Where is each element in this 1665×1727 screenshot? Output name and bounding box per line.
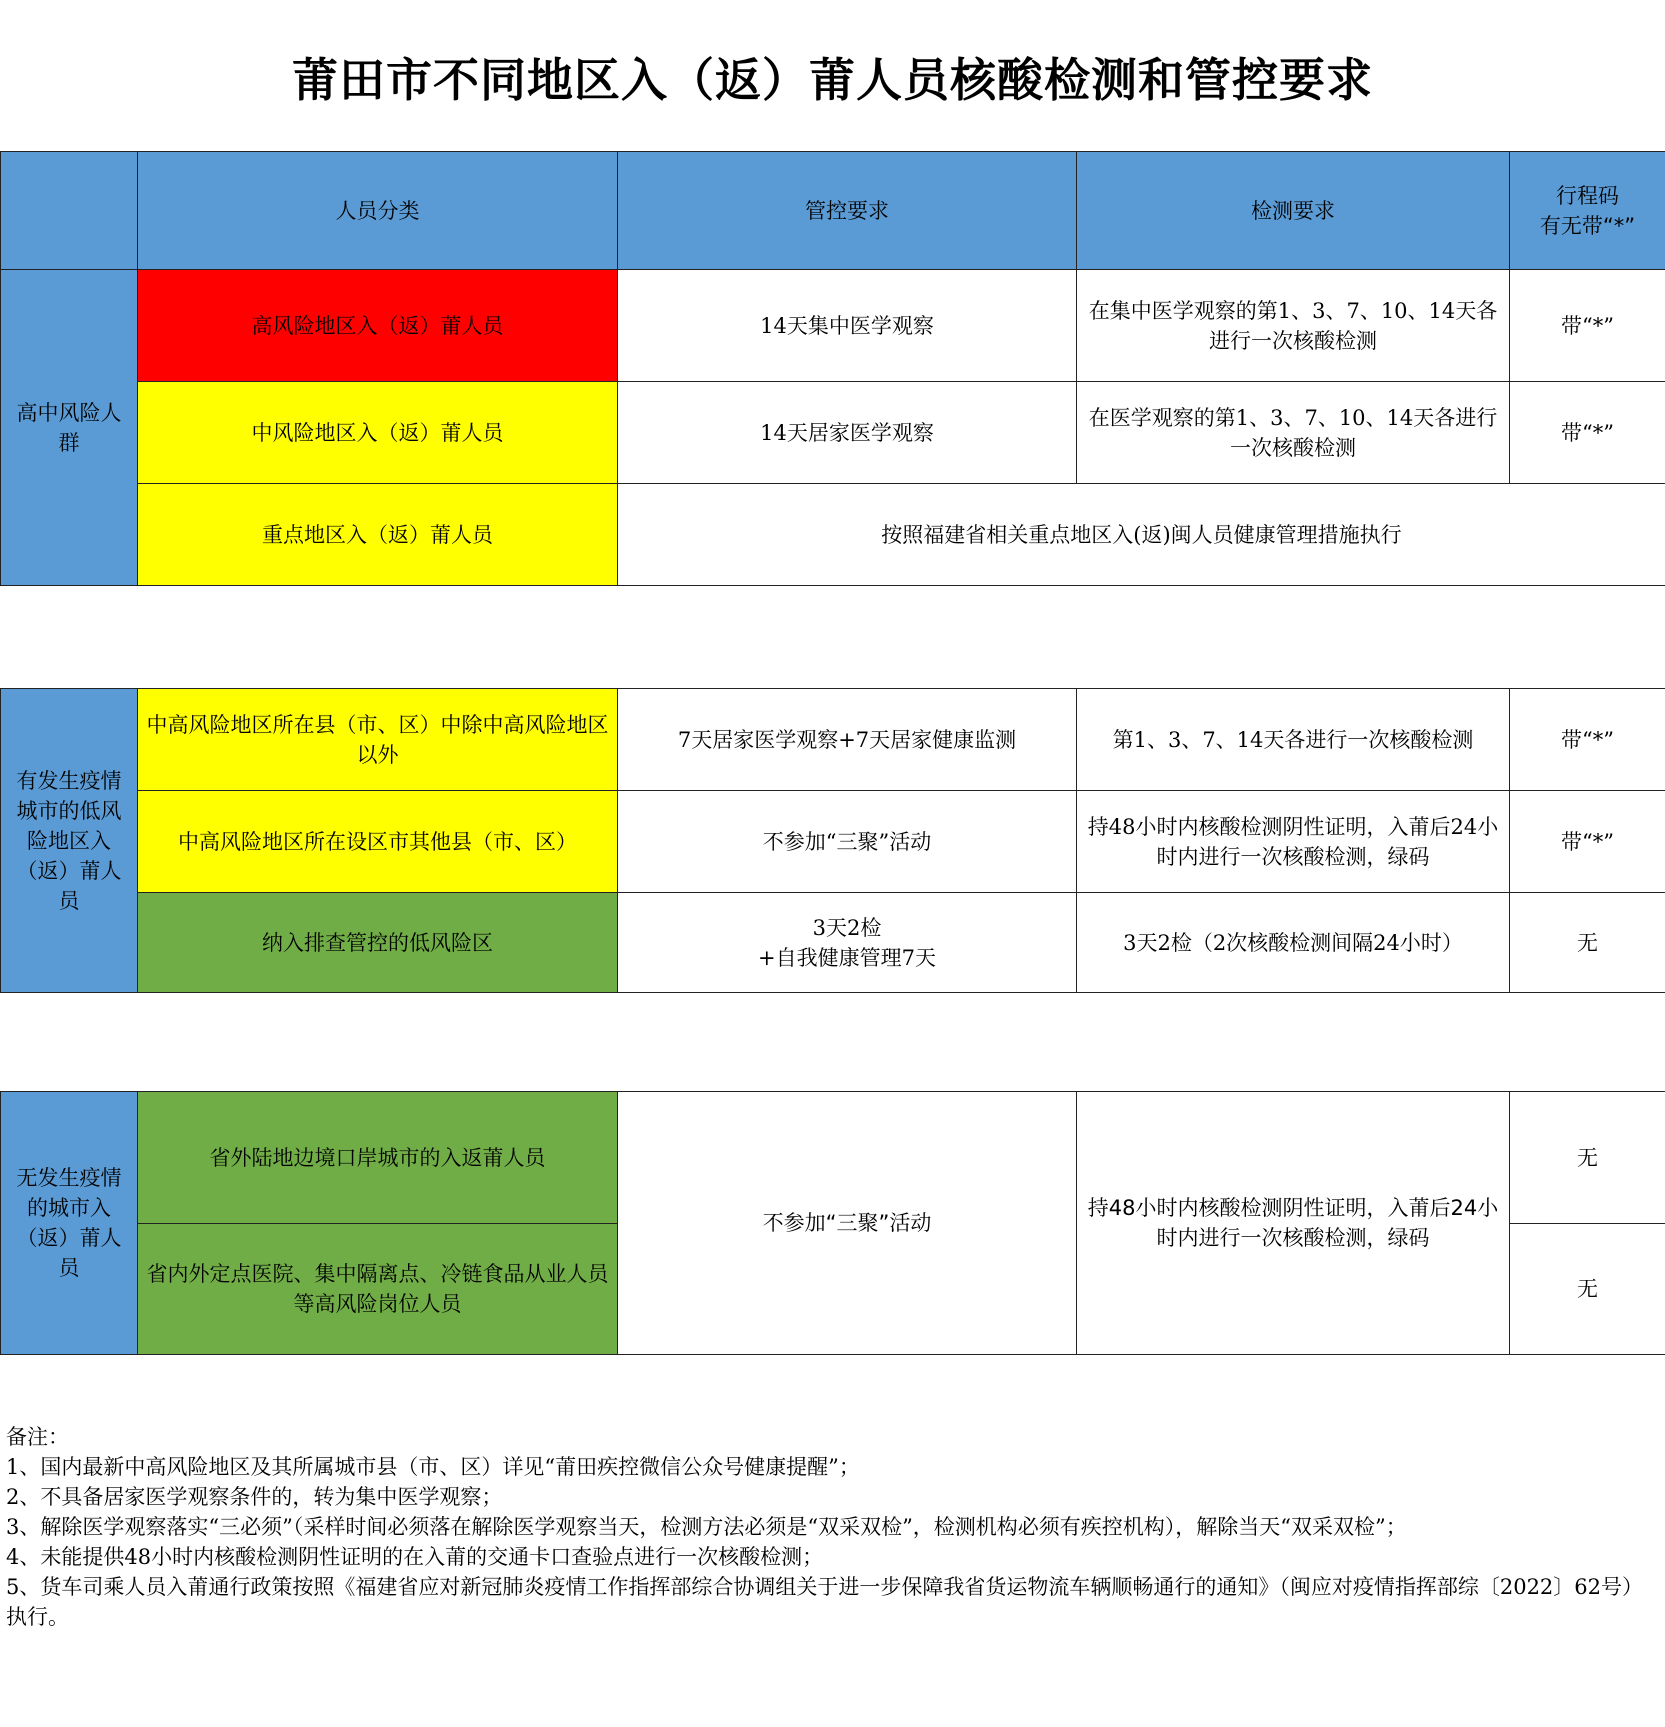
table-no-outbreak-cities <box>0 1091 1665 1355</box>
header-code <box>1510 152 1665 270</box>
header-row <box>1 152 1665 270</box>
testing-cell: 3天2检（2次核酸检测间隔24小时） <box>1077 893 1510 993</box>
control-line1: 3天2检 <box>812 915 882 940</box>
category-cell: 中高风险地区所在设区市其他县（市、区） <box>138 791 618 893</box>
control-cell: 14天集中医学观察 <box>618 270 1077 382</box>
control-cell: 14天居家医学观察 <box>618 382 1077 484</box>
table-row <box>1 1092 1665 1224</box>
note-item: 1、国内最新中高风险地区及其所属城市县（市、区）详见“莆田疾控微信公众号健康提醒”； <box>6 1455 860 1479</box>
table-low-risk-outbreak-cities <box>0 688 1665 993</box>
code-cell: 无 <box>1510 893 1665 993</box>
code-cell: 无 <box>1510 1092 1665 1224</box>
header-code-line1: 行程码 <box>1556 183 1619 208</box>
code-cell: 无 <box>1510 1224 1665 1355</box>
code-cell: 带“*” <box>1510 270 1665 382</box>
note-item: 5、货车司乘人员入莆通行政策按照《福建省应对新冠肺炎疫情工作指挥部综合协调组关于进一步保障我省货运物流车辆顺畅通行的通知》（闽应对疫情指挥部综〔2022〕62号）执行。 <box>6 1575 1644 1629</box>
category-cell: 省内外定点医院、集中隔离点、冷链食品从业人员等高风险岗位人员 <box>138 1224 618 1355</box>
category-cell: 中高风险地区所在县（市、区）中除中高风险地区以外 <box>138 689 618 791</box>
control-cell: 7天居家医学观察+7天居家健康监测 <box>618 689 1077 791</box>
control-cell <box>618 893 1077 993</box>
group-label: 有发生疫情城市的低风险地区入（返）莆人员 <box>1 689 138 993</box>
header-code-line2: 有无带“*” <box>1539 213 1636 238</box>
table-row <box>1 484 1665 586</box>
header-empty-cell <box>1 152 138 270</box>
header-testing: 检测要求 <box>1077 152 1510 270</box>
control-cell: 不参加“三聚”活动 <box>618 791 1077 893</box>
table-high-medium-risk <box>0 151 1665 586</box>
category-cell: 高风险地区入（返）莆人员 <box>138 270 618 382</box>
control-cell: 不参加“三聚”活动 <box>618 1092 1077 1355</box>
table-row <box>1 382 1665 484</box>
testing-cell: 持48小时内核酸检测阴性证明，入莆后24小时内进行一次核酸检测，绿码 <box>1077 791 1510 893</box>
code-cell: 带“*” <box>1510 791 1665 893</box>
group-label: 无发生疫情的城市入（返）莆人员 <box>1 1092 138 1355</box>
table-row <box>1 689 1665 791</box>
merged-requirement-cell: 按照福建省相关重点地区入(返)闽人员健康管理措施执行 <box>618 484 1665 586</box>
notes-heading: 备注： <box>6 1425 69 1449</box>
note-item: 4、未能提供48小时内核酸检测阴性证明的在入莆的交通卡口查验点进行一次核酸检测； <box>6 1545 824 1569</box>
note-item: 3、解除医学观察落实“三必须”（采样时间必须落在解除医学观察当天，检测方法必须是“双采双检”，检测机构必须有疾控机构），解除当天“双采双检”； <box>6 1515 1407 1539</box>
testing-cell: 在医学观察的第1、3、7、10、14天各进行一次核酸检测 <box>1077 382 1510 484</box>
code-cell: 带“*” <box>1510 689 1665 791</box>
table-row <box>1 791 1665 893</box>
testing-cell: 第1、3、7、14天各进行一次核酸检测 <box>1077 689 1510 791</box>
code-cell: 带“*” <box>1510 382 1665 484</box>
page-title: 莆田市不同地区入（返）莆人员核酸检测和管控要求 <box>292 53 1373 107</box>
note-item: 2、不具备居家医学观察条件的，转为集中医学观察； <box>6 1485 503 1509</box>
category-cell: 纳入排查管控的低风险区 <box>138 893 618 993</box>
category-cell: 省外陆地边境口岸城市的入返莆人员 <box>138 1092 618 1224</box>
header-control: 管控要求 <box>618 152 1077 270</box>
header-category: 人员分类 <box>138 152 618 270</box>
testing-cell: 持48小时内核酸检测阴性证明，入莆后24小时内进行一次核酸检测，绿码 <box>1077 1092 1510 1355</box>
category-cell: 中风险地区入（返）莆人员 <box>138 382 618 484</box>
table-row <box>1 270 1665 382</box>
group-label: 高中风险人群 <box>1 270 138 586</box>
table-row <box>1 893 1665 993</box>
control-line2: +自我健康管理7天 <box>758 945 936 970</box>
testing-cell: 在集中医学观察的第1、3、7、10、14天各进行一次核酸检测 <box>1077 270 1510 382</box>
category-cell: 重点地区入（返）莆人员 <box>138 484 618 586</box>
notes-section <box>6 1422 1658 1632</box>
